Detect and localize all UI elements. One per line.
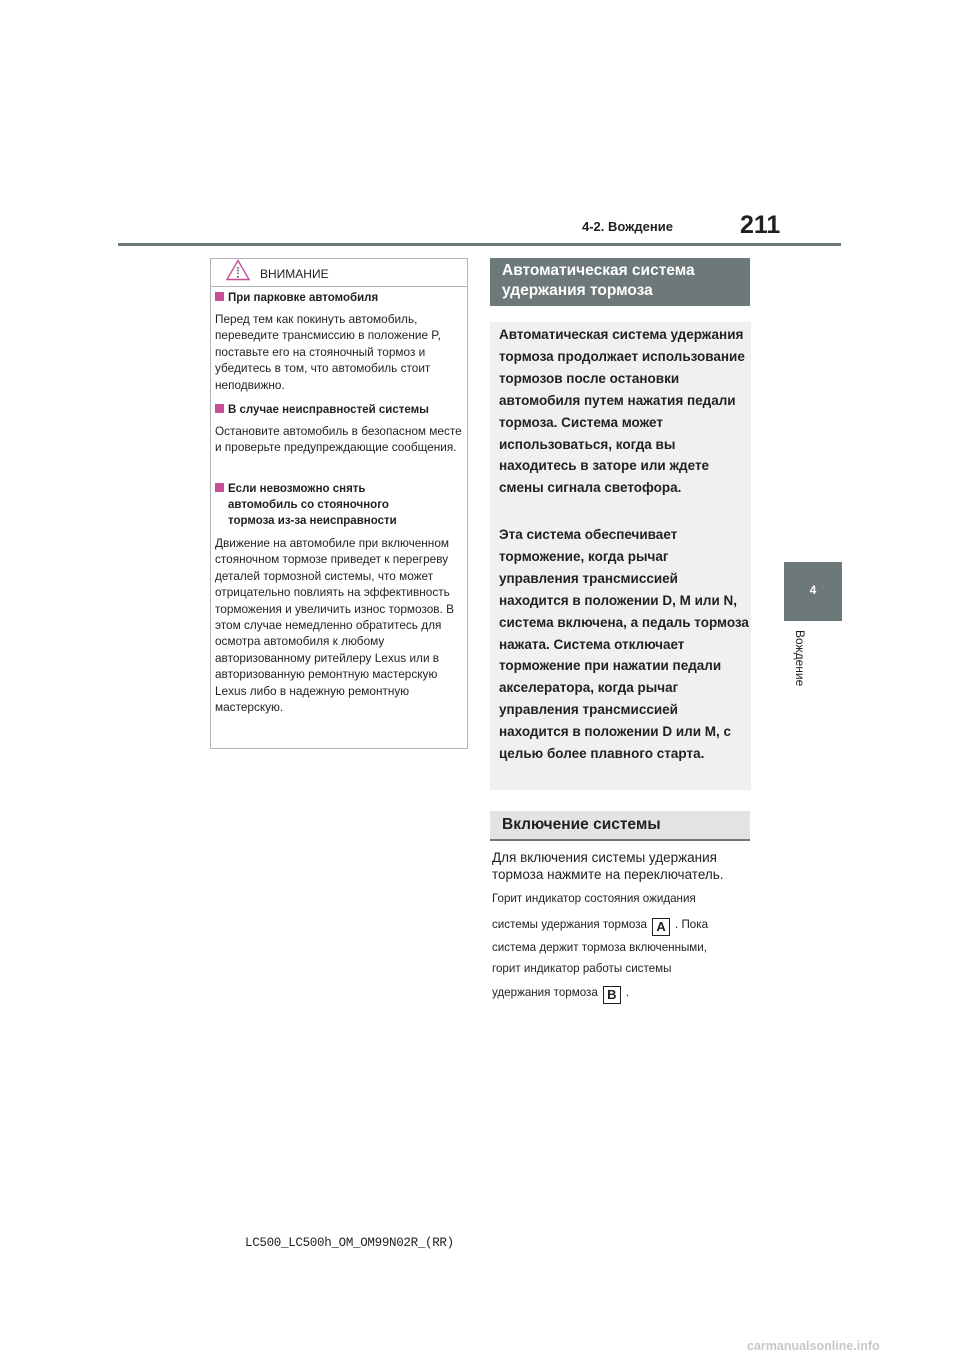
header-rule — [118, 243, 841, 246]
chapter-label — [773, 630, 813, 696]
indicator-text-line: горит индикатор работы системы — [492, 962, 672, 975]
bullet-square-icon — [215, 292, 224, 301]
page-number: 211 — [740, 211, 781, 239]
indicator-text-line: Горит индикатор состояния ожидания — [492, 892, 696, 905]
auto-hold-title: Автоматическая система удержания тормоза — [502, 262, 695, 299]
indicator-text-line: удержания тормоза B . — [492, 986, 630, 1002]
warning-text-parking: Перед тем как покинуть автомобиль, переведите трансмиссию в положение P, поставьте его на стояночный тормоз и убедитесь в том, что автомобиль стоит неподвижно. — [215, 312, 441, 392]
watermark: carmanualsonline.info — [747, 1339, 880, 1353]
enable-text: Для включения системы удержания тормоза нажмите на переключатель. — [492, 850, 724, 882]
bullet-square-icon — [215, 483, 224, 492]
auto-hold-paragraph-1: Автоматическая система удержания тормоза продолжает использование тормозов после остановки автомобиля путем нажатия педали тормоза. Система может использоваться, когда вы находитесь в заторе или ждете смены сигнала светофора. — [499, 327, 745, 496]
bullet-square-icon — [215, 404, 224, 413]
auto-hold-paragraph-2: Эта система обеспечивает торможение, когда рычаг управления трансмиссией находится в положении D, M или N, система включена, а педаль тормоза нажата. Система отключает торможение при нажатии педали акселератора, когда рычаг управления трансмиссией находится в положении D или M, с целью более плавного старта. — [499, 527, 749, 762]
enable-title: Включение системы — [502, 816, 661, 833]
warning-heading-parking: При парковке автомобиля — [215, 290, 378, 306]
chapter-label-text: Вождение — [793, 630, 807, 687]
indicator-text-line: системы удержания тормоза A . Пока — [492, 918, 709, 934]
indicator-text-line: система держит тормоза включенными, — [492, 941, 707, 954]
warning-label: ВНИМАНИЕ — [260, 267, 329, 281]
section-title: 4-2. Вождение — [582, 219, 673, 234]
warning-heading-release: Если невозможно снять автомобиль со стояночного тормоза из-за неисправности — [215, 481, 397, 529]
indicator-b-badge: B — [603, 986, 621, 1004]
warning-text-malfunction: Остановите автомобиль в безопасном месте и проверьте предупреждающие сообщения. — [215, 424, 462, 455]
warning-heading-malfunction: В случае неисправностей системы — [215, 402, 429, 418]
document-code: LC500_LC500h_OM_OM99N02R_(RR) — [245, 1236, 454, 1250]
warning-text-release: Движение на автомобиле при включенном стояночном тормозе приведет к перегреву деталей тормозной системы, что может отрицательно повлиять на эффективность торможения и увеличить износ тормозов. В этом случае немедленно обратитесь для осмотра автомобиля к любому авторизованному ритейлеру Lexus или в авторизованную ремонтную мастерскую Lexus либо в надежную ремонтную мастерскую. — [215, 536, 454, 715]
warning-triangle-icon — [226, 259, 250, 281]
indicator-a-badge: A — [652, 918, 670, 936]
chapter-tab-number: 4 — [809, 583, 817, 597]
